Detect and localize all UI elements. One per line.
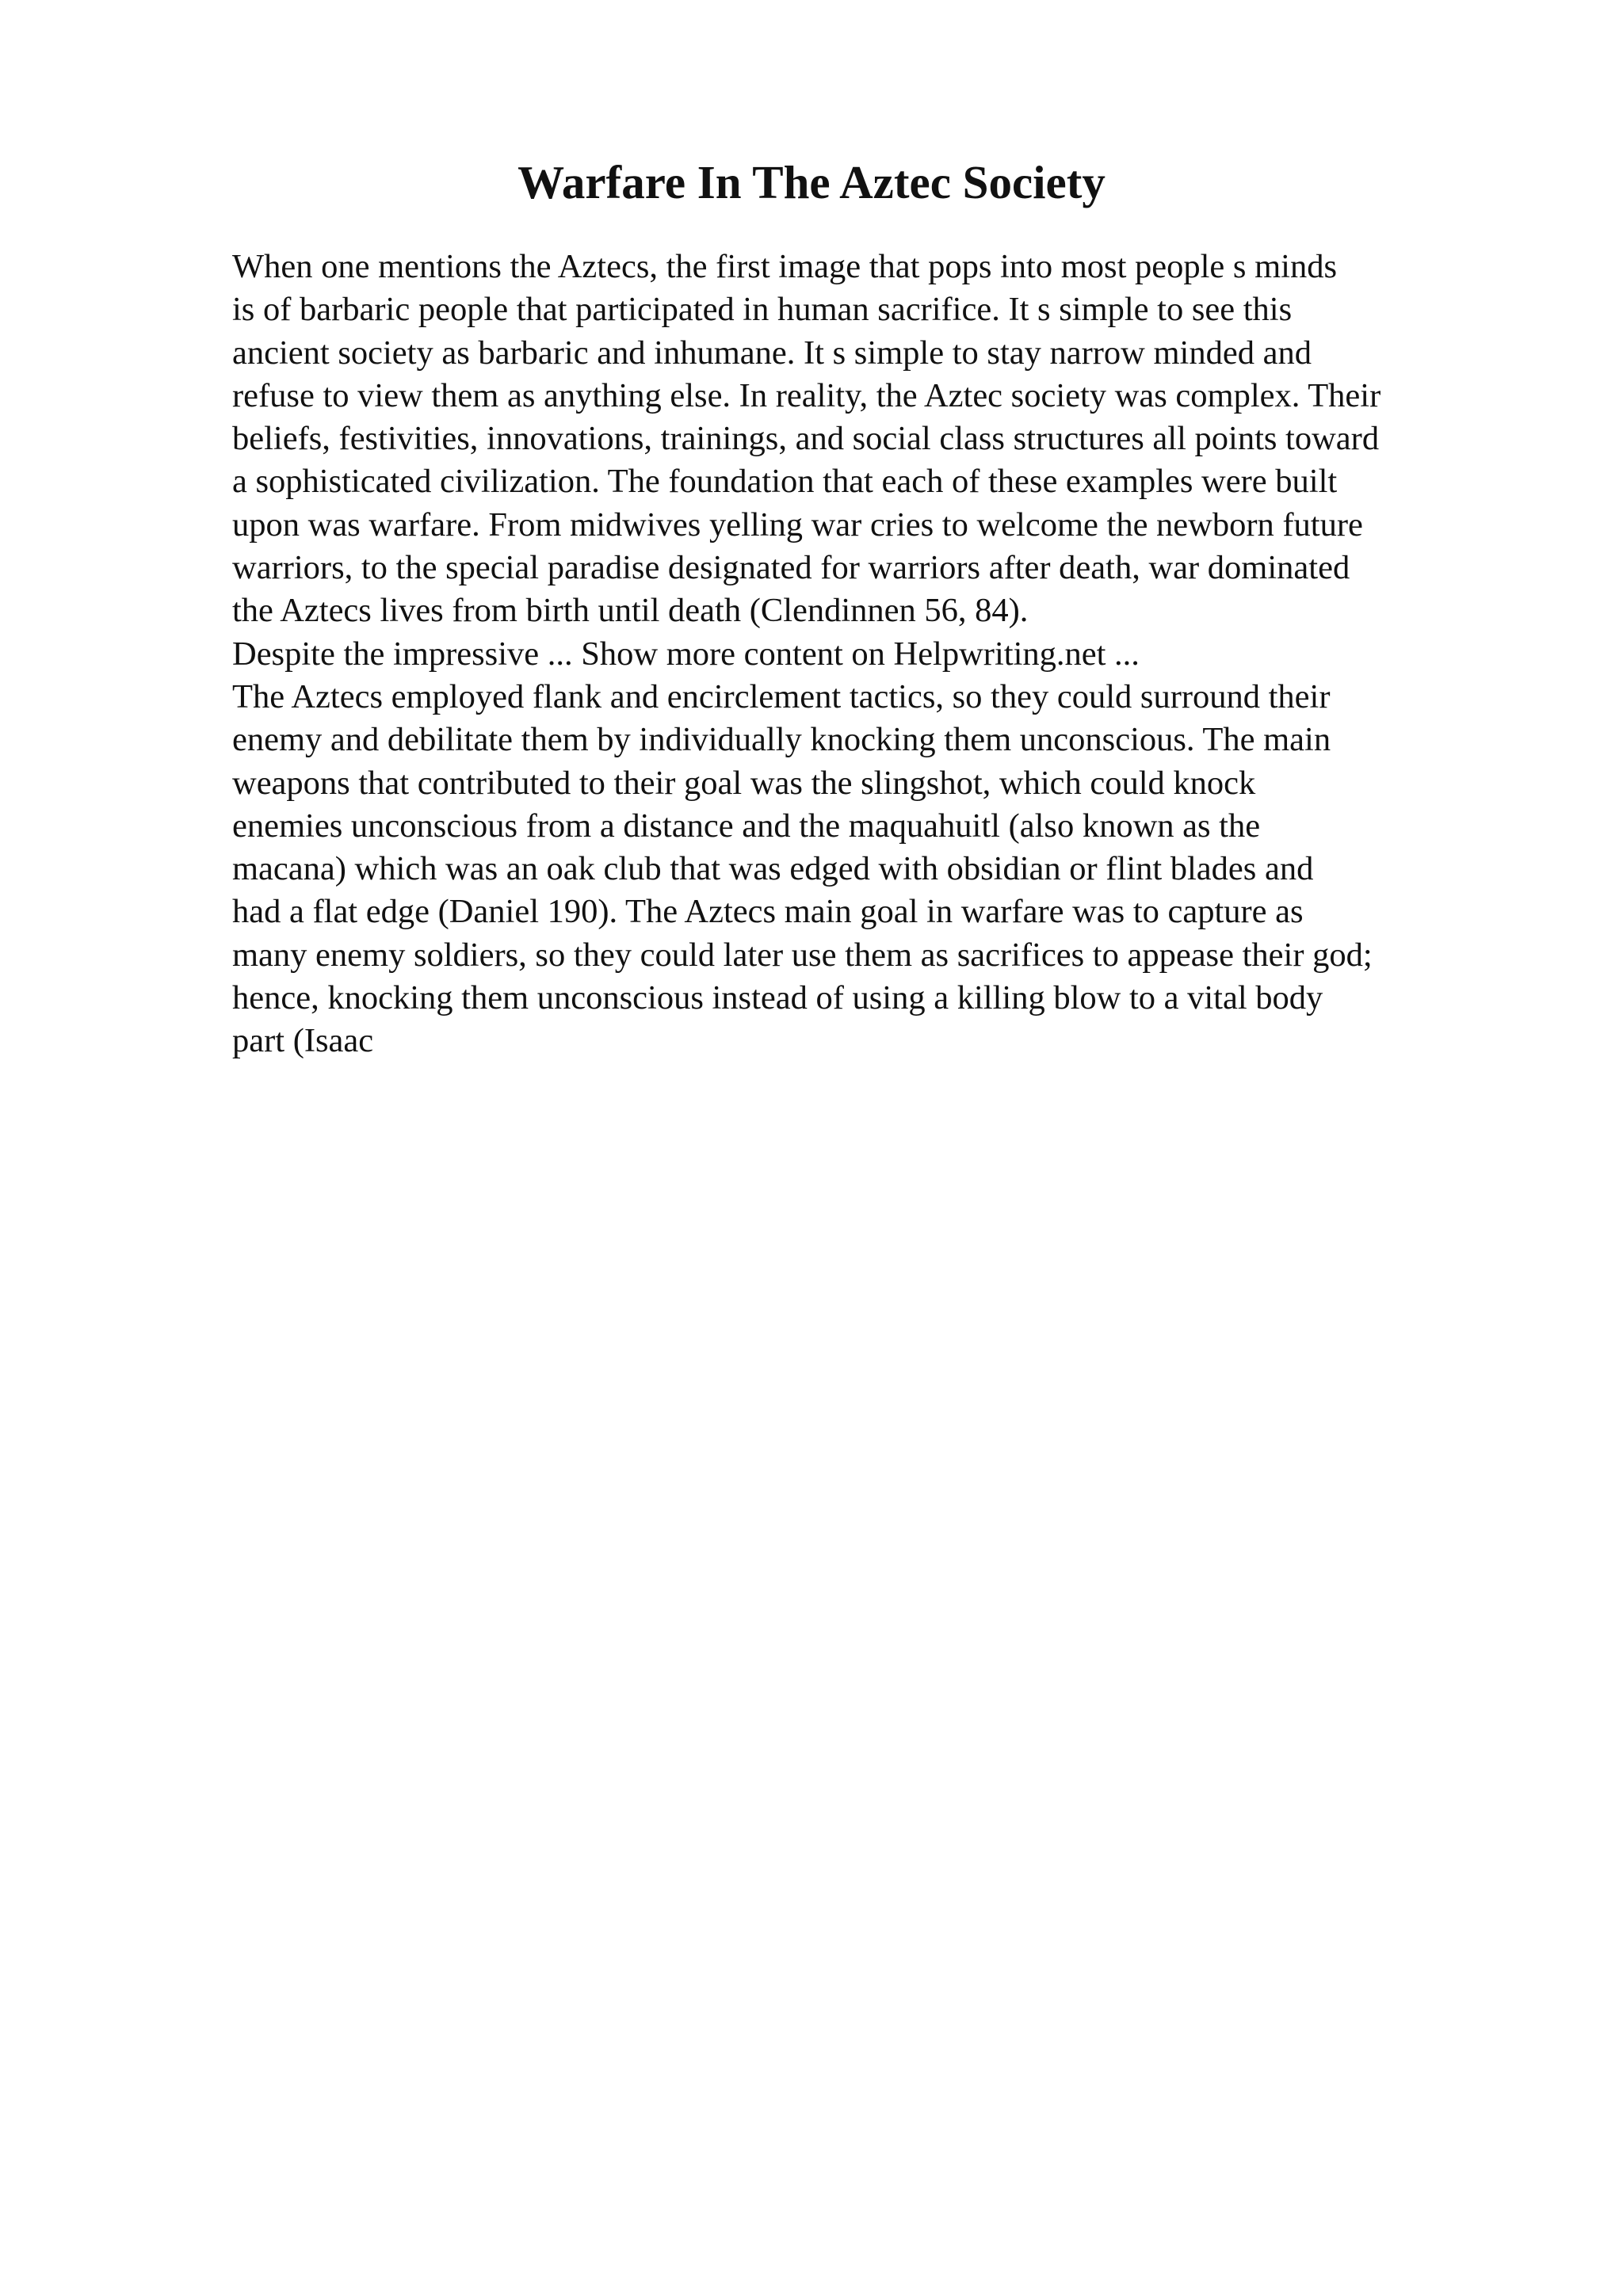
text-line: had a flat edge (Daniel 190). The Aztecs main goal in warfare was to capture as: [232, 893, 1304, 931]
text-line: hence, knocking them unconscious instead of using a killing blow to a vital body: [232, 979, 1323, 1017]
text-line: the Aztecs lives from birth until death (Clendinnen 56, 84).: [232, 592, 1029, 630]
text-line: beliefs, festivities, innovations, trainings, and social class structures all points toward: [232, 420, 1380, 458]
text-line: The Aztecs employed flank and encirclement tactics, so they could surround their: [232, 677, 1331, 715]
text-line: warriors, to the special paradise designated for warriors after death, war dominated: [232, 549, 1350, 587]
text-line: When one mentions the Aztecs, the first image that pops into most people s minds: [232, 248, 1337, 285]
text-line: many enemy soldiers, so they could later use them as sacrifices to appease their god;: [232, 936, 1373, 974]
text-line: enemies unconscious from a distance and the maquahuitl (also known as the: [232, 807, 1261, 845]
text-line: a sophisticated civilization. The foundation that each of these examples were built: [232, 463, 1338, 501]
text-line: upon was warfare. From midwives yelling war cries to welcome the newborn future: [232, 505, 1363, 543]
text-line: refuse to view them as anything else. In reality, the Aztec society was complex. Their: [232, 376, 1381, 414]
body-text: [232, 246, 1595, 1063]
page-title: Warfare In The Aztec Society: [517, 156, 1106, 208]
text-line: is of barbaric people that participated in human sacrifice. It s simple to see this: [232, 291, 1293, 329]
text-line: macana) which was an oak club that was edged with obsidian or flint blades and: [232, 850, 1314, 888]
text-line: enemy and debilitate them by individually knocking them unconscious. The main: [232, 721, 1331, 759]
show-more-line: Despite the impressive ... Show more content on Helpwriting.net ...: [232, 635, 1140, 673]
text-line: weapons that contributed to their goal was the slingshot, which could knock: [232, 764, 1256, 802]
text-line: part (Isaac: [232, 1022, 374, 1060]
text-line: ancient society as barbaric and inhumane. It s simple to stay narrow minded and: [232, 334, 1312, 372]
